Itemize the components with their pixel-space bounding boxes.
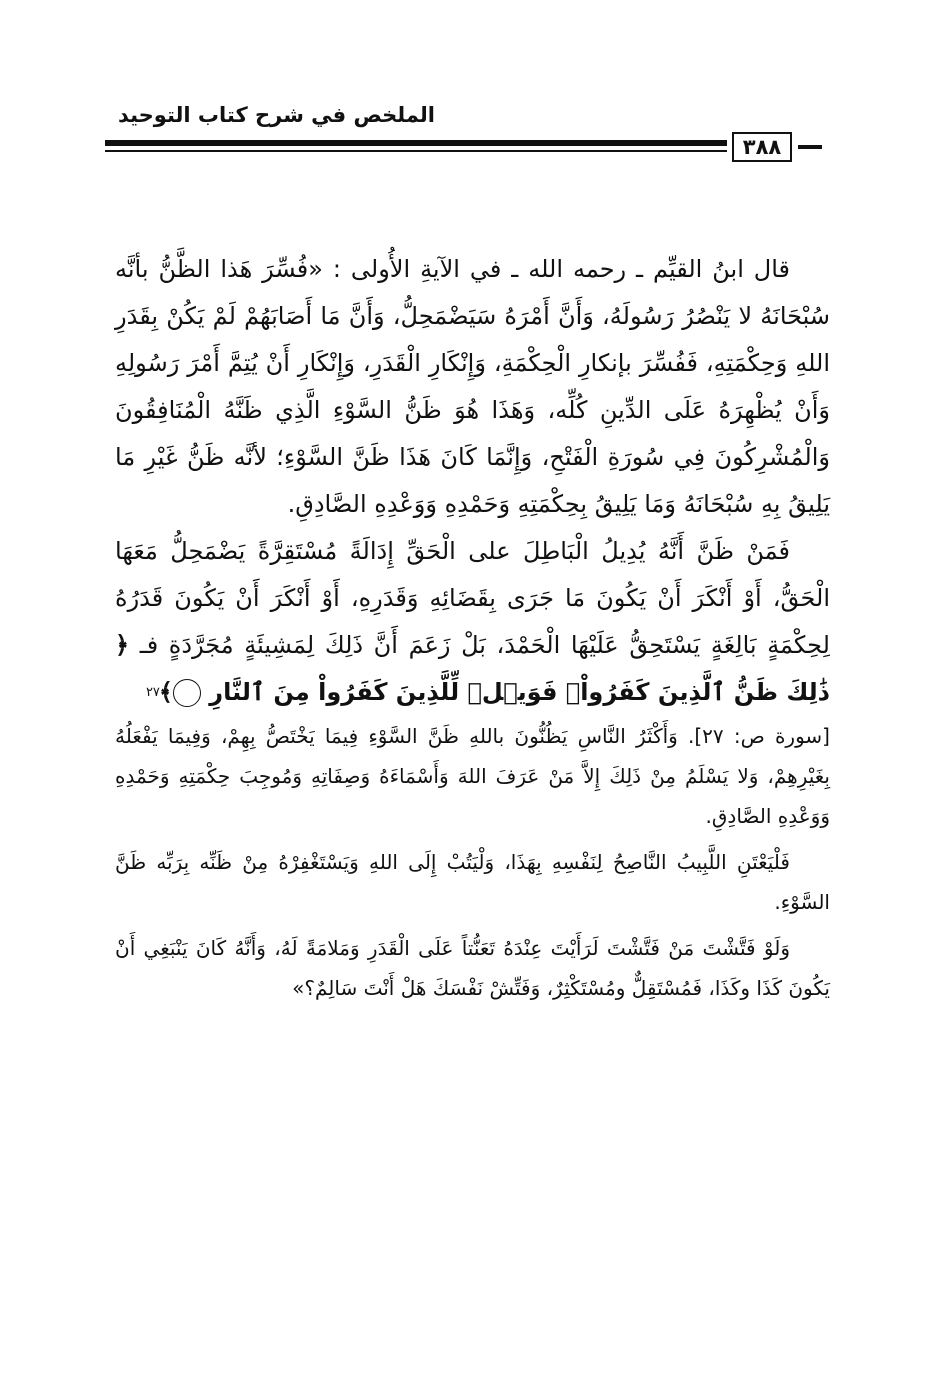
quran-verse: ﴿ ذَٰلِكَ ظَنُّ ٱلَّذِينَ كَفَرُواْۚ فَوَيۡلٞ لِّلَّذِينَ كَفَرُواْ مِنَ ٱلنَّارِ	[115, 631, 830, 706]
ayah-number: ٢٧	[173, 679, 201, 707]
body-text	[115, 246, 830, 1008]
page-number: ٣٨٨	[732, 132, 792, 162]
paragraph-4: فَلْيَعْتَنِ اللَّبِيبُ النَّاصِحُ لِنَفْسِهِ بِهَذَا، وَلْيَتُبْ إِلَى اللهِ وَيَسْتَغْفِرْهُ مِنْ ظَنِّه بِرَبِّه ظَنَّ السَّوْءِ.	[115, 850, 830, 914]
page-number-dash	[798, 145, 822, 149]
paragraph-5: وَلَوْ فَتَّشْتَ مَنْ فَتَّشْتَ لَرَأَيْتَ عِنْدَهُ تَعَنُّتاً عَلَى الْقَدَرِ وَمَلامَةً لَهُ، وَأَنَّهُ كَانَ يَنْبَغِي أَنْ يَكُونَ كَذَا وكَذَا، فَمُسْتَقِلٌّ ومُسْتَكْثِرٌ، وَفَتِّشْ نَفْسَكَ هَلْ أَنْتَ سَالِمٌ؟»	[115, 936, 830, 1000]
paragraph-1: قال ابنُ القيِّم ـ رحمه الله ـ في الآيةِ الأُولى : «فُسِّرَ هَذا الظَّنُّ بأنَّه سُبْحَانَهُ لا يَنْصُرُ رَسُولَهُ، وَأَنَّ أَمْرَهُ سَيَضْمَحِلُّ، وَأَنَّ مَا أَصَابَهُمْ لَمْ يَكُنْ بِقَدَرِ اللهِ وَحِكْمَتِهِ، فَفُسِّرَ بإنكارِ الْحِكْمَةِ، وَإِنْكَارِ الْقَدَرِ، وَإِنْكَارِ أَنْ يُتِمَّ أَمْرَ رَسُولِهِ وَأَنْ يُظْهِرَهُ عَلَى الدِّينِ كُلِّه، وَهَذَا هُوَ ظَنُّ السَّوْءِ الَّذِي ظَنَّهُ الْمُنَافِقُونَ وَالْمُشْرِكُونَ فِي سُورَةِ الْفَتْحِ، وَإِنَّمَا كَانَ هَذَا ظَنَّ السَّوْءِ؛ لأنَّه ظَنُّ غَيْرِ مَا يَلِيقُ بِهِ سُبْحَانَهُ وَمَا يَلِيقُ بِحِكْمَتِهِ وَحَمْدِهِ وَوَعْدِهِ الصَّادِقِ.	[115, 255, 830, 518]
paragraph-3: [سورة ص: ٢٧]. وَأَكْثَرُ النَّاسِ يَظُنُّونَ باللهِ ظَنَّ السَّوْءِ فِيمَا يَخْتَصُّ بِهِمْ، وَفِيمَا يَفْعَلُهُ بِغَيْرِهِمْ، وَلا يَسْلَمُ مِنْ ذَلِكَ إِلاَّ مَنْ عَرَفَ اللهَ وَأَسْمَاءَهُ وَصِفَاتِهِ وَمُوجِبَ حِكْمَتِهِ وَحَمْدِهِ وَوَعْدِهِ الصَّادِقِ.	[115, 724, 830, 828]
quran-close: ﴾	[158, 678, 173, 706]
header-rule-thin	[105, 150, 727, 152]
paragraph-2-text: فَمَنْ ظَنَّ أَنَّهُ يُدِيلُ الْبَاطِلَ على الْحَقِّ إِدَالَةً مُسْتَقِرَّةً يَضْمَحِلُّ مَعَهَا الْحَقُّ، أَوْ أَنْكَرَ أَنْ يَكُونَ مَا جَرَى بِقَضَائِهِ وَقَدَرِهِ، أَوْ أَنْكَرَ أَنْ يَكُونَ قَدَرُهُ لِحِكْمَةٍ بَالِغَةٍ يَسْتَحِقُّ عَلَيْهَا الْحَمْدَ، بَلْ زَعَمَ أَنَّ ذَلِكَ لِمَشِيئَةٍ مُجَرَّدَةٍ فـ	[115, 537, 830, 659]
paragraph-2	[115, 528, 830, 716]
header-rule	[105, 140, 727, 146]
running-title: الملخص في شرح كتاب التوحيد	[117, 103, 435, 127]
